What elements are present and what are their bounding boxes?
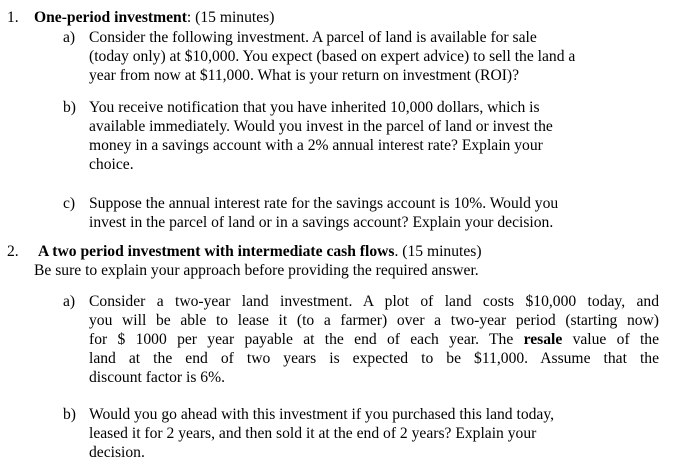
text-line: money in a savings account with a 2% annual interest rate? Explain your	[89, 137, 543, 154]
part-text	[89, 405, 659, 462]
text-line: (today only) at $10,000. You expect (based on expert advice) to sell the land a	[89, 48, 576, 65]
text-line: Consider a two-year land investment. A plot of land costs $10,000 today, and	[89, 293, 659, 310]
part-letter: b)	[63, 99, 76, 116]
text-line: You receive notification that you have inherited 10,000 dollars, which is	[89, 99, 540, 116]
text-line: leased it for 2 years, and then sold it at the end of 2 years? Explain your	[89, 425, 537, 442]
part-text	[89, 292, 659, 387]
text-segment: value of the	[562, 331, 659, 348]
part-letter: a)	[63, 293, 76, 310]
text-line	[89, 330, 659, 349]
part-text	[89, 28, 659, 85]
part-letter: b)	[63, 406, 76, 423]
emphasis-word: resale	[523, 331, 563, 348]
question-2	[0, 242, 682, 280]
question-1-title: One-period investment	[34, 9, 187, 26]
text-line: Suppose the annual interest rate for the savings account is 10%. Would you	[89, 195, 559, 212]
question-1	[0, 8, 682, 27]
question-1-time: : (15 minutes)	[186, 9, 275, 26]
text-line: available immediately. Would you invest in the parcel of land or invest the	[89, 118, 553, 135]
text-line: discount factor is 6%.	[89, 369, 225, 386]
question-2-title: A two period investment with intermediate cash flows	[38, 243, 395, 260]
text-line: year from now at $11,000. What is your return on investment (ROI)?	[89, 67, 520, 84]
text-line: you will be able to lease it (to a farmer) over a two-year period (starting now)	[89, 312, 659, 329]
text-line: Consider the following investment. A parcel of land is available for sale	[89, 29, 537, 46]
question-2-heading	[0, 242, 682, 261]
question-1-number: 1.	[7, 9, 19, 26]
text-segment: for $ 1000 per year payable at the end of each year. The	[89, 331, 524, 348]
question-2-number: 2.	[7, 243, 19, 260]
part-letter: a)	[63, 29, 76, 46]
part-text	[89, 98, 659, 174]
text-line: decision.	[89, 444, 145, 461]
question-2-time: . (15 minutes)	[394, 243, 482, 260]
text-line: invest in the parcel of land or in a savings account? Explain your decision.	[89, 214, 554, 231]
part-text	[89, 194, 659, 232]
question-2-instruction: Be sure to explain your approach before providing the required answer.	[34, 262, 479, 279]
text-line: land at the end of two years is expected to be $11,000. Assume that the	[89, 350, 659, 367]
part-letter: c)	[63, 195, 76, 212]
text-line: choice.	[89, 156, 134, 173]
text-line: Would you go ahead with this investment if you purchased this land today,	[89, 406, 555, 423]
question-1-heading	[0, 8, 682, 27]
